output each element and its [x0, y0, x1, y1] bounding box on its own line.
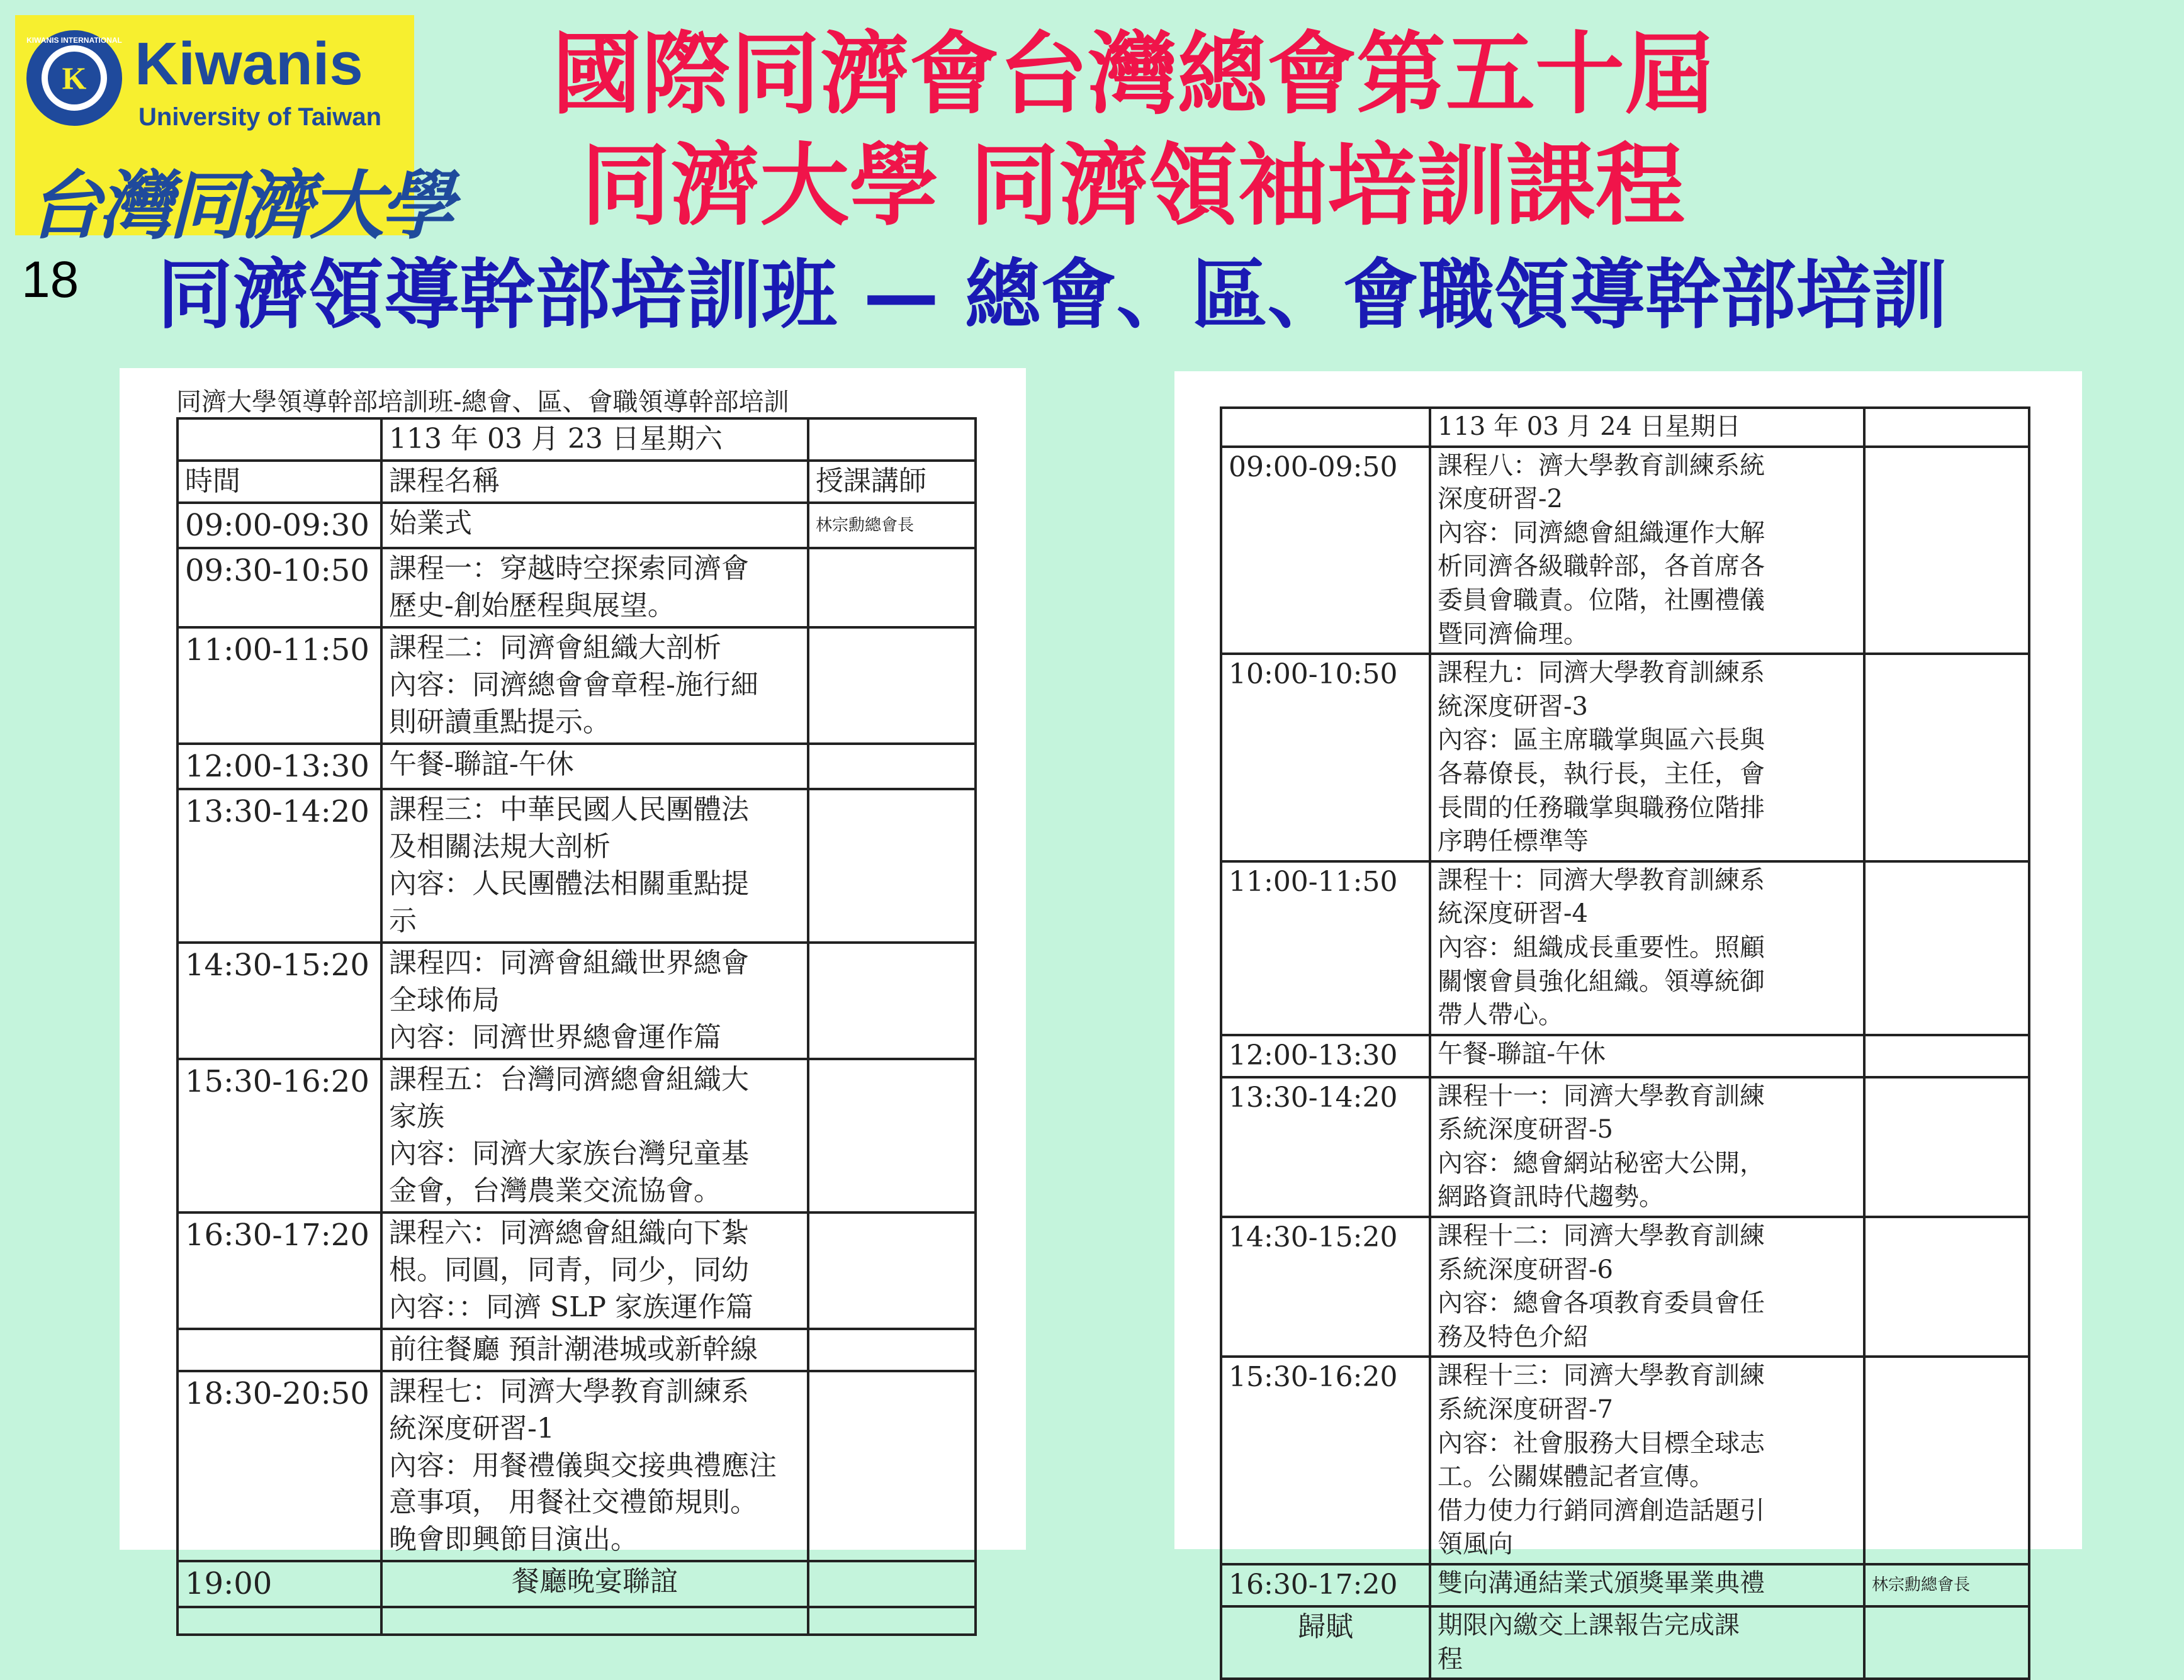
teacher-cell — [1864, 1217, 2029, 1357]
course-line: 委員會職責。位階，社團禮儀 — [1438, 585, 1765, 615]
time-cell: 19:00 — [177, 1561, 381, 1606]
course-line: 內容：：同濟 SLP 家族運作篇 — [389, 1291, 753, 1323]
course-line: 統深度研習-3 — [1438, 692, 1588, 721]
teacher-cell — [808, 1059, 976, 1212]
teacher-cell — [1864, 654, 2029, 861]
course-line: 統深度研習-1 — [389, 1412, 554, 1445]
course-line: 根。同圓，同青，同少，同幼 — [389, 1253, 749, 1286]
time-cell: 12:00-13:30 — [1221, 1035, 1430, 1077]
course-line: 內容：同濟總會組織運作大解 — [1438, 518, 1765, 547]
course-line: 示 — [389, 905, 417, 938]
schedule-row — [177, 1329, 976, 1371]
course-cell — [381, 503, 808, 548]
course-line: 務及特色介紹 — [1438, 1322, 1589, 1352]
time-cell: 歸賦 — [1221, 1606, 1430, 1679]
empty-row — [177, 1607, 976, 1635]
course-line: 意事項， 用餐社交禮節規則。 — [389, 1486, 758, 1519]
schedule-row — [177, 627, 976, 744]
course-cell — [381, 548, 808, 627]
teacher-cell — [808, 627, 976, 744]
page-subtitle: 同濟領導幹部培訓班 — 總會、區、會職領導幹部培訓 — [157, 252, 1947, 339]
course-cell — [381, 1561, 808, 1606]
schedule-row — [177, 744, 976, 789]
course-line: 網路資訊時代趨勢。 — [1438, 1182, 1664, 1212]
course-line: 課程十一：同濟大學教育訓練 — [1438, 1081, 1765, 1111]
course-line: 課程七：同濟大學教育訓練系 — [389, 1375, 749, 1408]
course-line: 各幕僚長，執行長，主任，會 — [1438, 759, 1765, 788]
teacher-cell — [1864, 861, 2029, 1035]
course-line: 析同濟各級職幹部，各首席各 — [1438, 552, 1765, 581]
course-line: 午餐-聯誼-午休 — [389, 748, 574, 780]
teacher-cell — [808, 943, 976, 1059]
course-cell — [381, 627, 808, 744]
time-cell: 10:00-10:50 — [1221, 654, 1430, 861]
time-cell: 13:30-14:20 — [177, 789, 381, 943]
course-line: 內容：用餐禮儀與交接典禮應注 — [389, 1449, 777, 1482]
course-line: 帶人帶心。 — [1438, 1000, 1563, 1030]
schedule-row — [1221, 654, 2029, 861]
teacher-cell — [1864, 1077, 2029, 1217]
schedule-row — [1221, 861, 2029, 1035]
course-cell — [1430, 1217, 1864, 1357]
logo-brand: Kiwanis — [135, 30, 363, 98]
time-cell: 09:00-09:50 — [1221, 447, 1430, 654]
course-line: 課程十三：同濟大學教育訓練 — [1438, 1361, 1765, 1391]
logo-university: University of Taiwan — [138, 103, 382, 131]
page-title-line1: 國際同濟會台灣總會第五十屆 — [552, 23, 1714, 126]
course-line: 系統深度研習-6 — [1438, 1255, 1613, 1284]
seal-letter: K — [62, 60, 87, 96]
schedule-day1 — [120, 368, 1026, 1602]
course-cell — [381, 1212, 808, 1329]
course-line: 餐廳晚宴聯誼 — [512, 1565, 678, 1598]
schedule-row — [177, 1371, 976, 1562]
course-line: 統深度研習-4 — [1438, 899, 1588, 929]
teacher-cell — [808, 1371, 976, 1562]
course-line: 系統深度研習-7 — [1438, 1394, 1613, 1424]
time-cell: 16:30-17:20 — [177, 1212, 381, 1329]
course-cell — [381, 1059, 808, 1212]
teacher-cell — [808, 1329, 976, 1371]
course-line: 課程十：同濟大學教育訓練系 — [1438, 865, 1765, 895]
teacher-cell — [808, 1212, 976, 1329]
course-cell — [1430, 447, 1864, 654]
teacher-cell — [1864, 1357, 2029, 1564]
time-cell: 14:30-15:20 — [1221, 1217, 1430, 1357]
schedule-table-day2 — [1220, 406, 2030, 1680]
course-line: 內容：同濟總會會章程-施行細 — [389, 669, 758, 702]
course-line: 及相關法規大剖析 — [389, 831, 611, 863]
teacher-cell — [808, 789, 976, 943]
col-time-header: 時間 — [177, 461, 381, 503]
course-cell — [1430, 1357, 1864, 1564]
course-cell — [1430, 1077, 1864, 1217]
course-cell — [1430, 1035, 1864, 1077]
course-line: 課程四：同濟會組織世界總會 — [389, 947, 749, 980]
course-cell — [1430, 654, 1864, 861]
course-line: 雙向溝通結業式頒獎畢業典禮 — [1438, 1568, 1765, 1598]
course-line: 領風向 — [1438, 1530, 1513, 1559]
teacher-cell: 林宗勳總會長 — [1864, 1564, 2029, 1606]
course-line: 內容：組織成長重要性。照顧 — [1438, 932, 1765, 962]
time-cell: 18:30-20:50 — [177, 1371, 381, 1562]
course-cell — [1430, 861, 1864, 1035]
course-cell — [381, 943, 808, 1059]
course-line: 課程六：同濟總會組織向下紮 — [389, 1216, 749, 1249]
course-line: 內容：同濟世界總會運作篇 — [389, 1021, 721, 1054]
course-line: 課程一：穿越時空探索同濟會 — [389, 552, 749, 585]
course-line: 內容：區主席職掌與區六長與 — [1438, 725, 1765, 755]
course-cell — [381, 744, 808, 789]
time-cell: 12:00-13:30 — [177, 744, 381, 789]
course-cell — [381, 1371, 808, 1562]
course-line: 長間的任務職掌與職務位階排 — [1438, 793, 1765, 822]
course-line: 課程二：同濟會組織大剖析 — [389, 632, 721, 664]
schedule-row — [1221, 1357, 2029, 1564]
date-row — [1221, 408, 2029, 447]
schedule-day2 — [1174, 371, 2082, 1674]
course-line: 全球佈局 — [389, 984, 500, 1017]
course-line: 晚會即興節目演出。 — [389, 1523, 638, 1556]
course-line: 序聘任標準等 — [1438, 827, 1589, 856]
schedule-row — [177, 789, 976, 943]
course-line: 借力使力行銷同濟創造話題引 — [1438, 1496, 1765, 1525]
course-line: 程 — [1438, 1644, 1463, 1674]
time-cell: 09:30-10:50 — [177, 548, 381, 627]
course-line: 深度研習-2 — [1438, 484, 1563, 514]
schedule-row — [177, 548, 976, 627]
course-line: 金會，台灣農業交流協會。 — [389, 1174, 721, 1207]
course-line: 課程十二：同濟大學教育訓練 — [1438, 1221, 1765, 1251]
course-cell — [381, 1329, 808, 1371]
course-line: 內容：人民團體法相關重點提 — [389, 868, 749, 900]
time-cell: 14:30-15:20 — [177, 943, 381, 1059]
course-line: 課程九：同濟大學教育訓練系 — [1438, 658, 1765, 688]
course-line: 始業式 — [389, 507, 472, 539]
course-line: 期限內繳交上課報告完成課 — [1438, 1610, 1740, 1640]
course-line: 系統深度研習-5 — [1438, 1115, 1613, 1145]
course-line: 課程三：中華民國人民團體法 — [389, 793, 749, 826]
teacher-cell — [808, 548, 976, 627]
col-course-header: 課程名稱 — [381, 461, 808, 503]
course-line: 課程八：濟大學教育訓練系統 — [1438, 451, 1765, 480]
time-cell — [177, 1329, 381, 1371]
time-cell: 11:00-11:50 — [177, 627, 381, 744]
schedule-row — [177, 1212, 976, 1329]
date-cell: 113 年 03 月 23 日星期六 — [381, 418, 808, 461]
time-cell: 09:00-09:30 — [177, 503, 381, 548]
course-line: 內容：總會各項教育委員會任 — [1438, 1289, 1765, 1318]
course-line: 課程五：台灣同濟總會組織大 — [389, 1063, 749, 1095]
schedule-row — [177, 503, 976, 548]
schedule-row — [1221, 1217, 2029, 1357]
schedule-row — [177, 1059, 976, 1212]
course-line: 關懷會員強化組織。領導統御 — [1438, 966, 1765, 996]
teacher-cell — [808, 744, 976, 789]
date-cell: 113 年 03 月 24 日星期日 — [1430, 408, 1864, 447]
header-row — [177, 461, 976, 503]
time-cell: 13:30-14:20 — [1221, 1077, 1430, 1217]
logo-chinese-name: 台灣同濟大學 — [28, 162, 451, 249]
teacher-cell — [1864, 1606, 2029, 1679]
time-cell: 15:30-16:20 — [177, 1059, 381, 1212]
teacher-cell: 林宗勳總會長 — [808, 503, 976, 548]
course-cell — [1430, 1564, 1864, 1606]
teacher-cell — [1864, 447, 2029, 654]
course-line: 午餐-聯誼-午休 — [1438, 1039, 1606, 1068]
col-teacher-header: 授課講師 — [808, 461, 976, 503]
course-line: 內容：總會網站秘密大公開， — [1438, 1148, 1765, 1178]
course-cell — [381, 789, 808, 943]
page-title-line2: 同濟大學 同濟領袖培訓課程 — [581, 134, 1685, 238]
schedule-row — [177, 943, 976, 1059]
teacher-cell — [1864, 1035, 2029, 1077]
schedule-row — [177, 1561, 976, 1606]
time-cell: 16:30-17:20 — [1221, 1564, 1430, 1606]
course-line: 前往餐廳 預計潮港城或新幹線 — [389, 1333, 758, 1365]
course-line: 工。公關媒體記者宣傳。 — [1438, 1462, 1714, 1492]
time-cell: 11:00-11:50 — [1221, 861, 1430, 1035]
schedule-row — [1221, 1564, 2029, 1606]
teacher-cell — [808, 1561, 976, 1606]
course-line: 內容：同濟大家族台灣兒童基 — [389, 1137, 749, 1170]
page-number: 18 — [21, 251, 79, 308]
schedule-row — [1221, 1606, 2029, 1679]
schedule-row — [1221, 1035, 2029, 1077]
schedule-row — [1221, 447, 2029, 654]
schedule-row — [1221, 1077, 2029, 1217]
course-line: 內容：社會服務大目標全球志 — [1438, 1428, 1765, 1458]
time-cell: 15:30-16:20 — [1221, 1357, 1430, 1564]
course-line: 暨同濟倫理。 — [1438, 619, 1589, 649]
seal-text: KIWANIS INTERNATIONAL — [26, 36, 122, 45]
course-cell — [1430, 1606, 1864, 1679]
date-row — [177, 418, 976, 461]
course-line: 歷史-創始歷程與展望。 — [389, 590, 675, 622]
kiwanis-seal-icon — [24, 28, 125, 128]
schedule-heading: 同濟大學領導幹部培訓班-總會、區、會職領導幹部培訓 — [176, 388, 789, 417]
schedule-table-day1 — [176, 417, 977, 1636]
course-line: 家族 — [389, 1100, 444, 1133]
kiwanis-logo — [15, 15, 451, 249]
course-line: 則研讀重點提示。 — [389, 706, 611, 739]
